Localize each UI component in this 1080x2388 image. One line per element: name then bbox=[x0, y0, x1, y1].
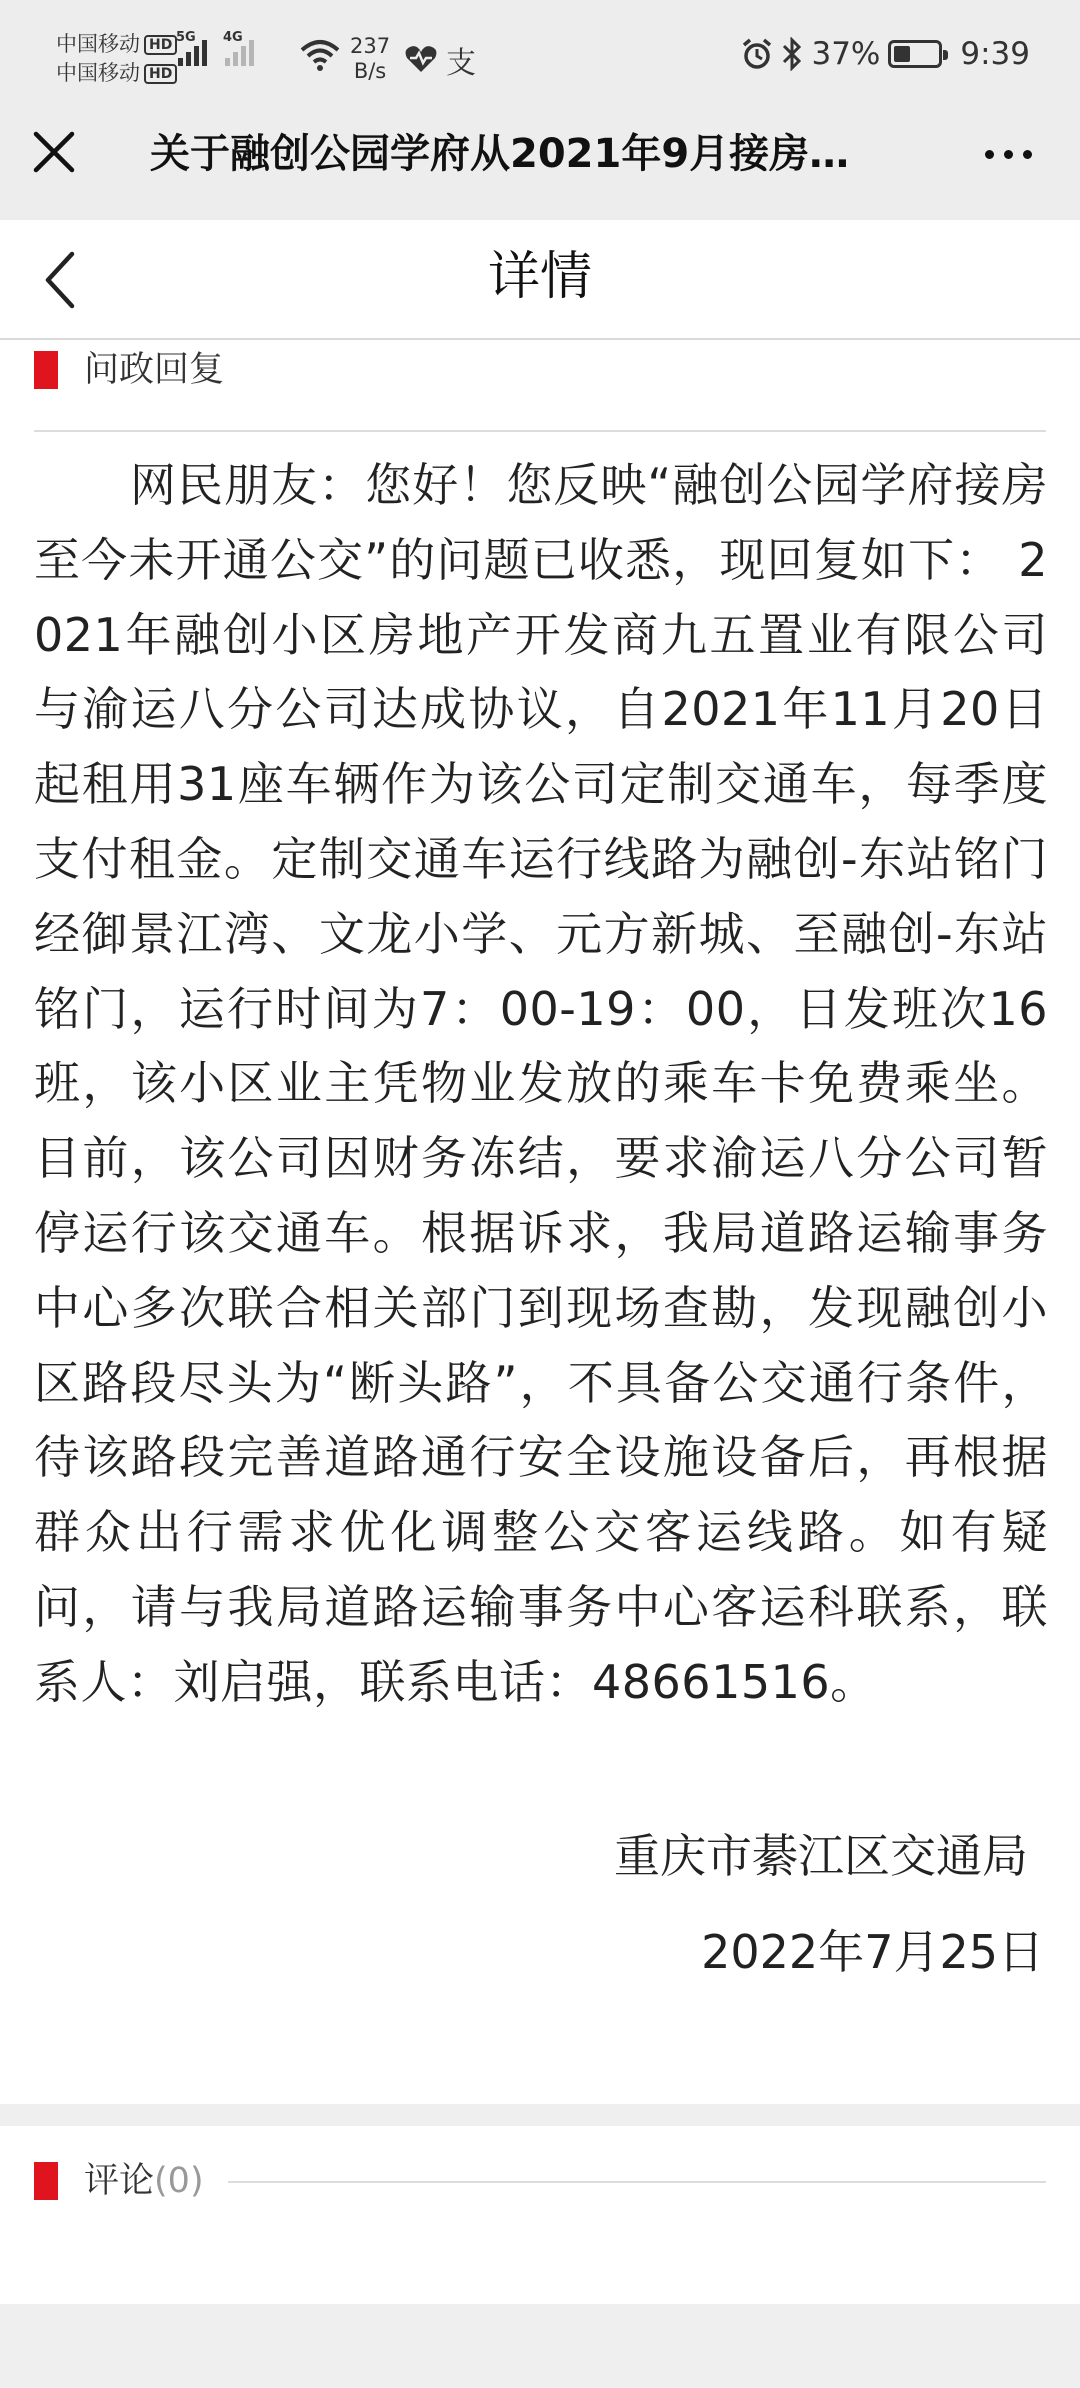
section-gap bbox=[0, 2104, 1080, 2126]
heart-icon bbox=[404, 44, 438, 74]
reply-date: 2022年7月25日 bbox=[701, 1925, 1044, 1979]
alipay-icon: 支 bbox=[446, 46, 476, 81]
section-label: 问政回复 bbox=[84, 350, 225, 390]
alarm-icon bbox=[741, 38, 773, 70]
network-tag-4g: 4G bbox=[223, 30, 243, 45]
comments-count: (0) bbox=[154, 2161, 204, 2201]
carrier-name-2: 中国移动 bbox=[56, 61, 140, 85]
speed-unit: B/s bbox=[353, 59, 387, 83]
comments-marker bbox=[34, 2162, 58, 2200]
signal-icon bbox=[176, 30, 254, 66]
comments-label: 评论 bbox=[84, 2161, 155, 2201]
hd-badge-2: HD bbox=[144, 64, 177, 84]
network-speed bbox=[350, 34, 390, 84]
battery-percent: 37% bbox=[811, 36, 881, 72]
carrier-info bbox=[56, 30, 177, 88]
bluetooth-icon bbox=[781, 37, 803, 71]
section-divider bbox=[34, 430, 1046, 432]
speed-value: 237 bbox=[350, 34, 391, 58]
page-title: 关于融创公园学府从2021年9月接房… bbox=[150, 131, 850, 177]
status-right bbox=[741, 36, 1030, 72]
battery-fill bbox=[894, 46, 910, 62]
close-icon[interactable] bbox=[32, 130, 76, 174]
signal-5g bbox=[176, 30, 207, 66]
section-marker bbox=[34, 351, 58, 389]
carrier-name-1: 中国移动 bbox=[56, 32, 140, 56]
wifi-icon bbox=[300, 38, 340, 72]
reply-signature: 重庆市綦江区交通局 bbox=[614, 1829, 1028, 1883]
comments-divider bbox=[228, 2181, 1046, 2183]
network-tag-5g: 5G bbox=[176, 30, 196, 45]
hd-badge-1: HD bbox=[144, 35, 177, 55]
detail-title: 详情 bbox=[487, 247, 592, 307]
battery-icon bbox=[888, 40, 942, 68]
reply-body: 网民朋友：您好！您反映“融创公园学府接房至今未开通公交”的问题已收悉，现回复如下： 2021年融创小区房地产开发商九五置业有限公司与渝运八分公司达成协议，自2021年11月20日起租用31座车辆作为该公司定制交通车，每季度支付租金。定制交通车运行线路为融创-东站铭门经御景江湾、文龙小学、元方新城、至融创-东站铭门，运行时间为7：00-19：00，日发班次16班，该小区业主凭物业发放的乘车卡免费乘坐。目前，该公司因财务冻结，要求渝运八分公司暂停运行该交通车。根据诉求，我局道路运输事务中心多次联合相关部门到现场查勘，发现融创小区路段尽头为“断头路”，不具备公交通行条件，待该路段完善道路通行安全设施设备后，再根据群众出行需求优化调整公交客运线路。如有疑问，请与我局道路运输事务中心客运科联系，联系人：刘启强，联系电话：48661516。 bbox=[34, 458, 1048, 1709]
more-icon[interactable] bbox=[985, 150, 1032, 159]
bottom-area bbox=[0, 2304, 1080, 2388]
clock: 9:39 bbox=[960, 36, 1030, 72]
comments-heading[interactable] bbox=[84, 2161, 204, 2201]
signal-4g bbox=[223, 30, 254, 66]
